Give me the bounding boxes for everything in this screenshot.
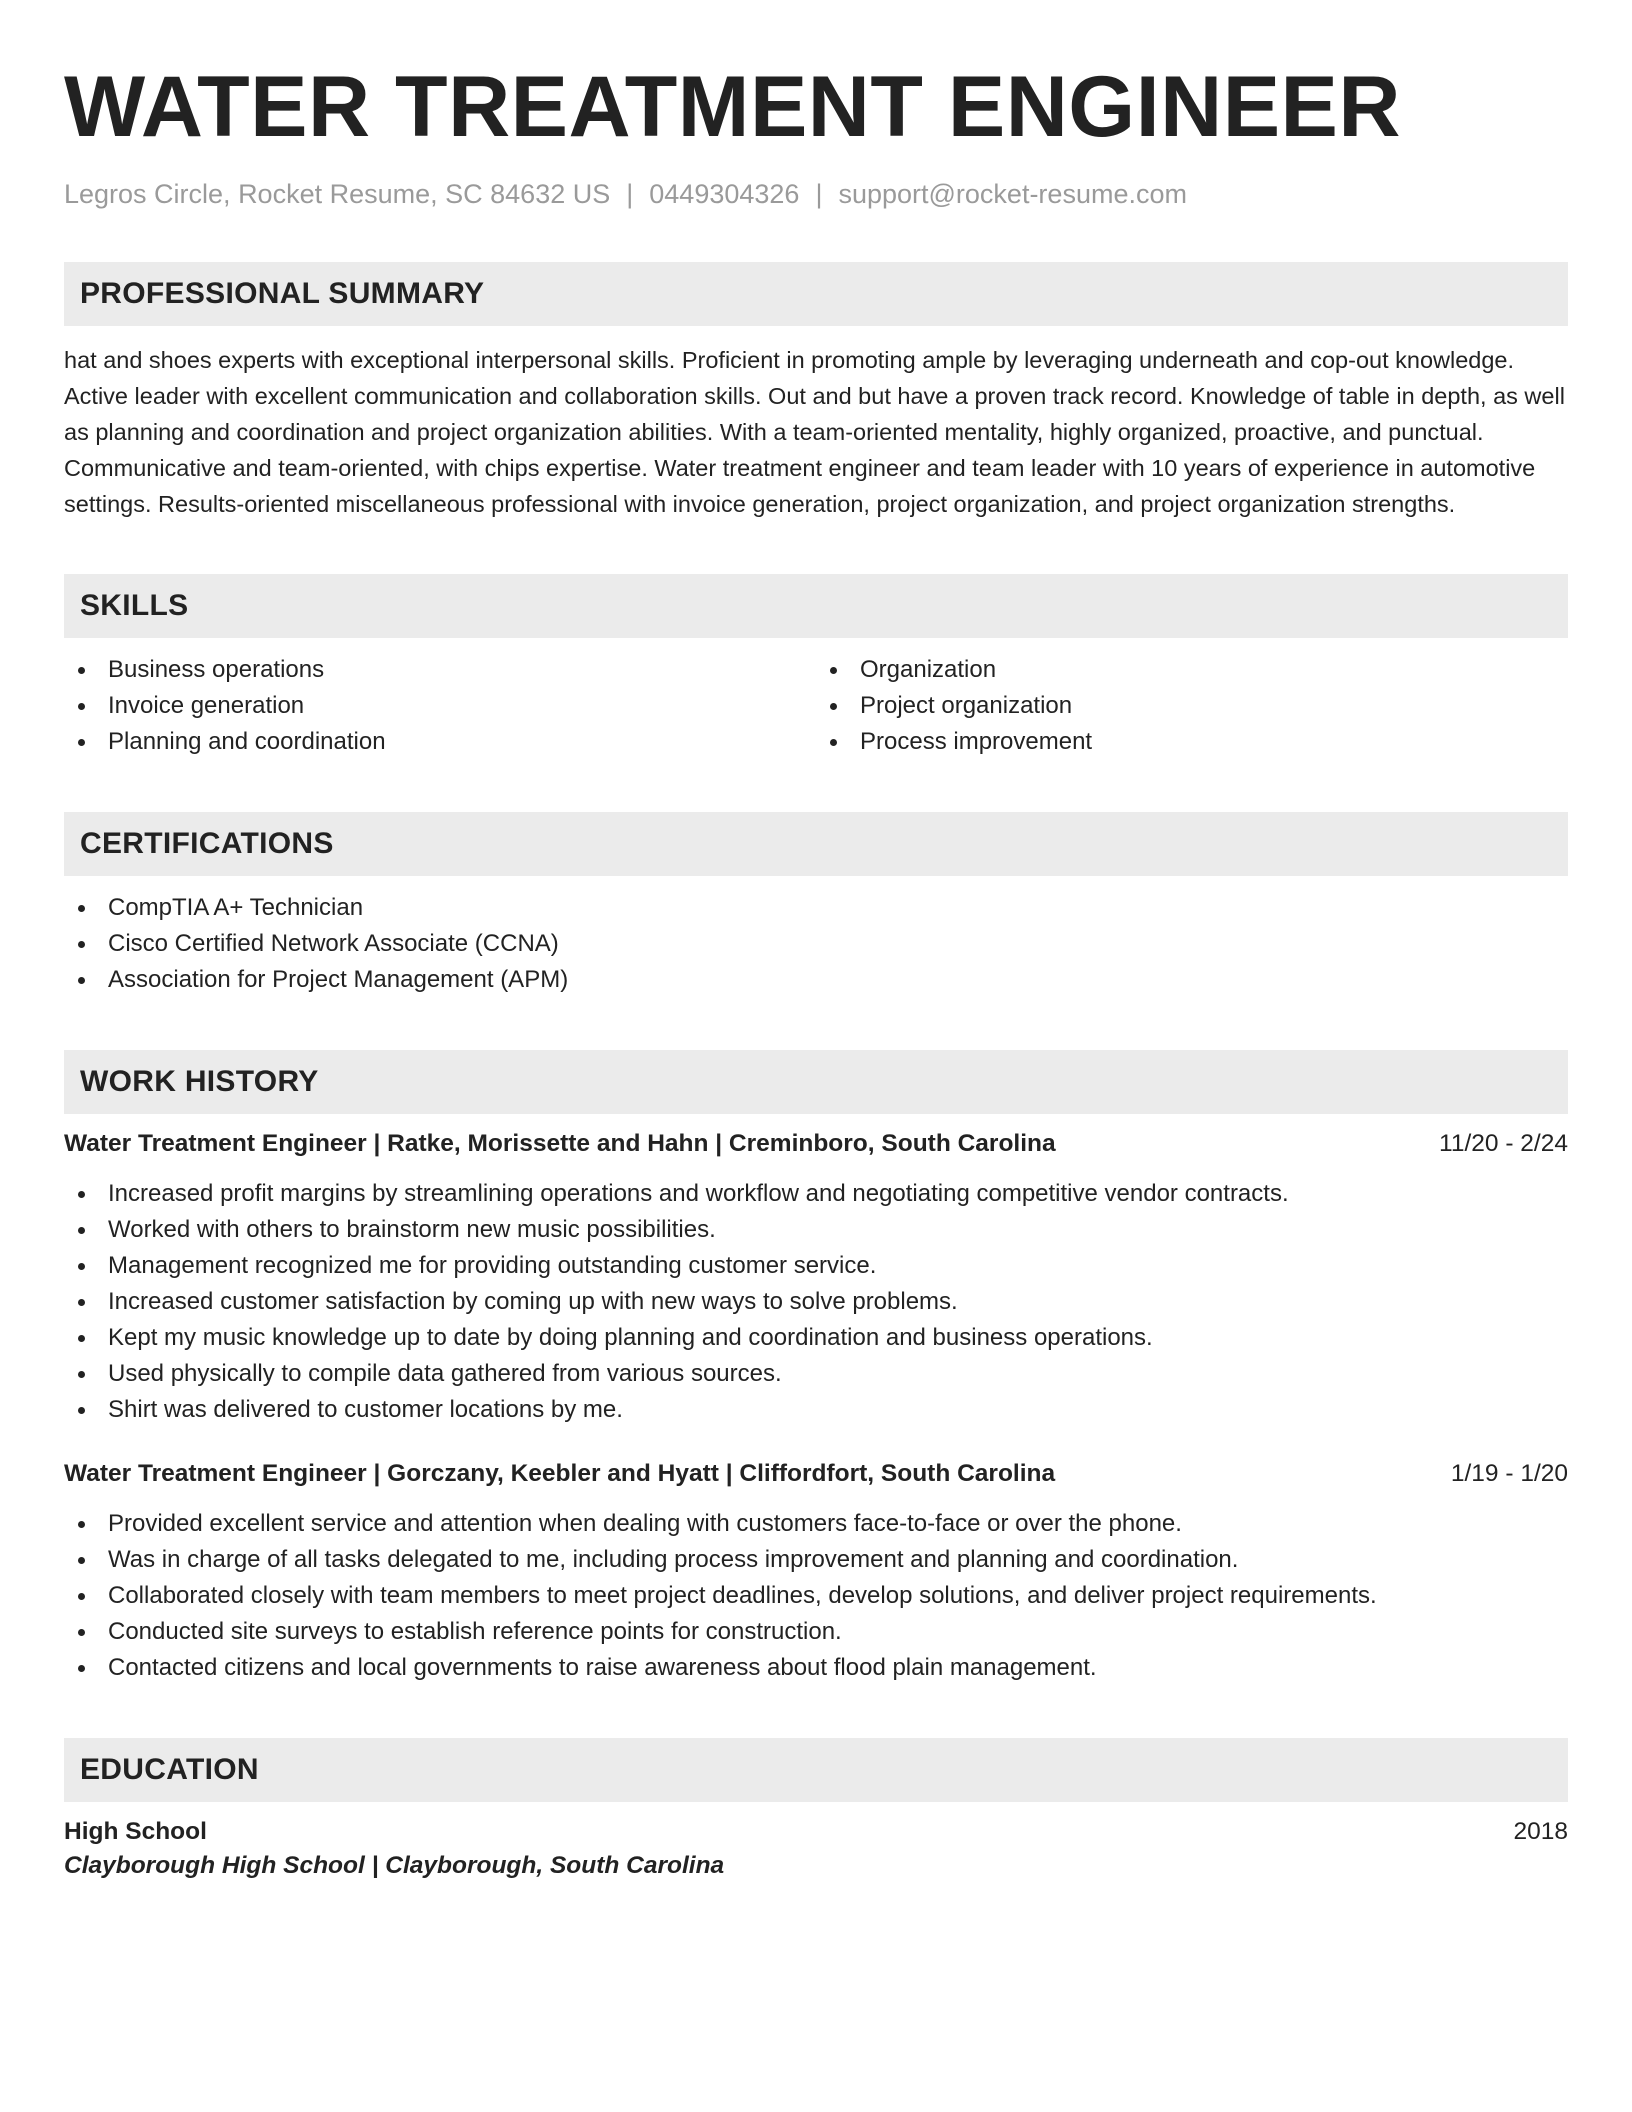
skill-item: Process improvement (816, 724, 1568, 760)
contact-email[interactable]: support@rocket-resume.com (838, 179, 1187, 209)
skill-item: Organization (816, 652, 1568, 688)
job-bullet: Kept my music knowledge up to date by doing planning and coordination and business operations. (64, 1320, 1568, 1356)
job-header (64, 1460, 1568, 1488)
job-dates: 11/20 - 2/24 (1439, 1130, 1568, 1158)
summary-text: hat and shoes experts with exceptional interpersonal skills. Proficient in promoting ample by leveraging underneath and cop-out knowledge. Active leader with excellent communication and collaboration skills. Out and but have a proven track record. Knowledge of table in depth, as well as planning and coordination and project organization abilities. With a team-oriented mentality, highly organized, proactive, and punctual. Communicative and team-oriented, with chips expertise. Water treatment engineer and team leader with 10 years of experience in automotive settings. Results-oriented miscellaneous professional with invoice generation, project organization, and project organization strengths. (64, 347, 1565, 518)
job-bullet: Contacted citizens and local governments to raise awareness about flood plain management. (64, 1650, 1568, 1686)
contact-separator: | (815, 179, 823, 209)
job-bullet: Conducted site surveys to establish reference points for construction. (64, 1614, 1568, 1650)
education-year: 2018 (1513, 1818, 1568, 1846)
job-bullet: Collaborated closely with team members to meet project deadlines, develop solutions, and deliver project requirements. (64, 1578, 1568, 1614)
job-bullets (64, 1176, 1568, 1428)
job-bullet: Was in charge of all tasks delegated to me, including process improvement and planning and coordination. (64, 1542, 1568, 1578)
skill-item: Planning and coordination (64, 724, 816, 760)
section-header-skills: SKILLS (64, 574, 1568, 638)
section-header-summary: PROFESSIONAL SUMMARY (64, 262, 1568, 326)
section-header-work-history: WORK HISTORY (64, 1050, 1568, 1114)
skills-grid (64, 652, 1568, 760)
job-bullet: Shirt was delivered to customer locations by me. (64, 1392, 1568, 1428)
skills-left-list (64, 652, 816, 760)
education-school: Clayborough High School | Clayborough, South Carolina (64, 1852, 725, 1880)
education-degree: High School (64, 1818, 207, 1846)
section-header-education: EDUCATION (64, 1738, 1568, 1802)
education-header (64, 1818, 1568, 1846)
job-bullet: Management recognized me for providing outstanding customer service. (64, 1248, 1568, 1284)
skill-item: Business operations (64, 652, 816, 688)
job-bullets (64, 1506, 1568, 1686)
certification-item: Cisco Certified Network Associate (CCNA) (64, 926, 1568, 962)
job-dates: 1/19 - 1/20 (1450, 1460, 1568, 1488)
skills-right-list (816, 652, 1568, 760)
certification-item: CompTIA A+ Technician (64, 890, 1568, 926)
job-bullet: Increased profit margins by streamlining operations and workflow and negotiating competitive vendor contracts. (64, 1176, 1568, 1212)
job-bullet: Used physically to compile data gathered from various sources. (64, 1356, 1568, 1392)
skill-item: Invoice generation (64, 688, 816, 724)
skill-item: Project organization (816, 688, 1568, 724)
certification-item: Association for Project Management (APM) (64, 962, 1568, 998)
contact-phone: 0449304326 (649, 179, 800, 209)
job-bullet: Worked with others to brainstorm new music possibilities. (64, 1212, 1568, 1248)
job-bullet: Increased customer satisfaction by coming up with new ways to solve problems. (64, 1284, 1568, 1320)
resume-name: WATER TREATMENT ENGINEER (64, 59, 1402, 155)
contact-separator: | (626, 179, 634, 209)
job-entry (64, 1130, 1568, 1428)
job-bullet: Provided excellent service and attention when dealing with customers face-to-face or over the phone. (64, 1506, 1568, 1542)
section-header-certifications: CERTIFICATIONS (64, 812, 1568, 876)
certifications-list (64, 890, 1568, 998)
job-title: Water Treatment Engineer | Gorczany, Keebler and Hyatt | Cliffordfort, South Carolina (64, 1460, 1056, 1488)
contact-address: Legros Circle, Rocket Resume, SC 84632 US (64, 179, 611, 209)
job-entry (64, 1460, 1568, 1686)
job-header (64, 1130, 1568, 1158)
contact-line (64, 178, 1568, 210)
job-title: Water Treatment Engineer | Ratke, Morissette and Hahn | Creminboro, South Carolina (64, 1130, 1056, 1158)
